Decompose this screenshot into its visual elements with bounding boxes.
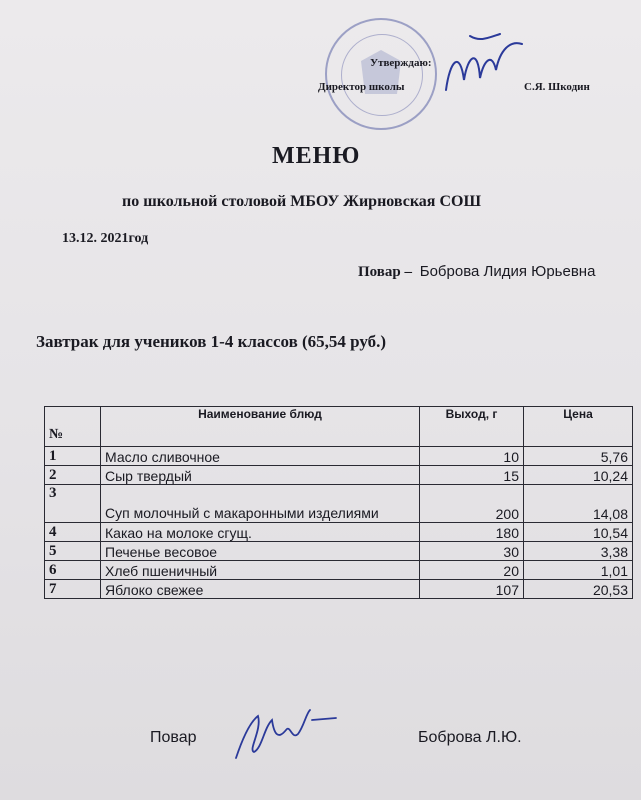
row-number: 1 bbox=[45, 447, 101, 466]
column-header-price: Цена bbox=[524, 407, 633, 447]
director-label: Директор школы bbox=[318, 81, 405, 93]
column-header-number: № bbox=[45, 407, 101, 447]
table-row bbox=[45, 580, 633, 599]
dish-price: 10,24 bbox=[524, 466, 633, 485]
page-subtitle: по школьной столовой МБОУ Жирновская СОШ bbox=[122, 193, 482, 210]
dish-name: Яблоко свежее bbox=[101, 580, 420, 599]
menu-date: 13.12. 2021год bbox=[62, 231, 149, 246]
row-number: 2 bbox=[45, 466, 101, 485]
table-row bbox=[45, 466, 633, 485]
dish-name: Суп молочный с макаронными изделиями bbox=[101, 485, 420, 523]
table-row bbox=[45, 561, 633, 580]
dish-output: 180 bbox=[420, 523, 524, 542]
row-number: 3 bbox=[45, 485, 101, 523]
table-row bbox=[45, 542, 633, 561]
menu-table bbox=[44, 406, 633, 599]
director-name: С.Я. Шкодин bbox=[524, 81, 590, 93]
row-number: 4 bbox=[45, 523, 101, 542]
page-title: МЕНЮ bbox=[272, 143, 361, 169]
dish-output: 10 bbox=[420, 447, 524, 466]
dish-output: 107 bbox=[420, 580, 524, 599]
cook-signature-icon bbox=[228, 700, 343, 770]
footer-role: Повар bbox=[150, 729, 197, 746]
row-number: 7 bbox=[45, 580, 101, 599]
dish-output: 30 bbox=[420, 542, 524, 561]
row-number: 6 bbox=[45, 561, 101, 580]
dish-price: 10,54 bbox=[524, 523, 633, 542]
cook-line-label: Повар – bbox=[358, 264, 412, 280]
director-signature-icon bbox=[440, 30, 530, 105]
dish-price: 14,08 bbox=[524, 485, 633, 523]
dish-price: 1,01 bbox=[524, 561, 633, 580]
row-number: 5 bbox=[45, 542, 101, 561]
dish-name: Масло сливочное bbox=[101, 447, 420, 466]
table-row bbox=[45, 523, 633, 542]
table-row bbox=[45, 447, 633, 466]
dish-name: Хлеб пшеничный bbox=[101, 561, 420, 580]
school-stamp-icon bbox=[325, 18, 437, 130]
dish-name: Какао на молоке сгущ. bbox=[101, 523, 420, 542]
dish-output: 15 bbox=[420, 466, 524, 485]
dish-name: Сыр твердый bbox=[101, 466, 420, 485]
dish-name: Печенье весовое bbox=[101, 542, 420, 561]
column-header-name: Наименование блюд bbox=[101, 407, 420, 447]
cook-line bbox=[358, 263, 595, 281]
cook-line-name: Боброва Лидия Юрьевна bbox=[419, 263, 596, 280]
footer-name: Боброва Л.Ю. bbox=[418, 729, 522, 746]
column-header-output: Выход, г bbox=[420, 407, 524, 447]
approve-label: Утверждаю: bbox=[370, 57, 432, 69]
table-row bbox=[45, 485, 633, 523]
dish-price: 3,38 bbox=[524, 542, 633, 561]
table-header-row bbox=[45, 407, 633, 447]
dish-price: 5,76 bbox=[524, 447, 633, 466]
meal-title: Завтрак для учеников 1-4 классов (65,54 руб.) bbox=[36, 332, 387, 351]
dish-price: 20,53 bbox=[524, 580, 633, 599]
dish-output: 20 bbox=[420, 561, 524, 580]
dish-output: 200 bbox=[420, 485, 524, 523]
